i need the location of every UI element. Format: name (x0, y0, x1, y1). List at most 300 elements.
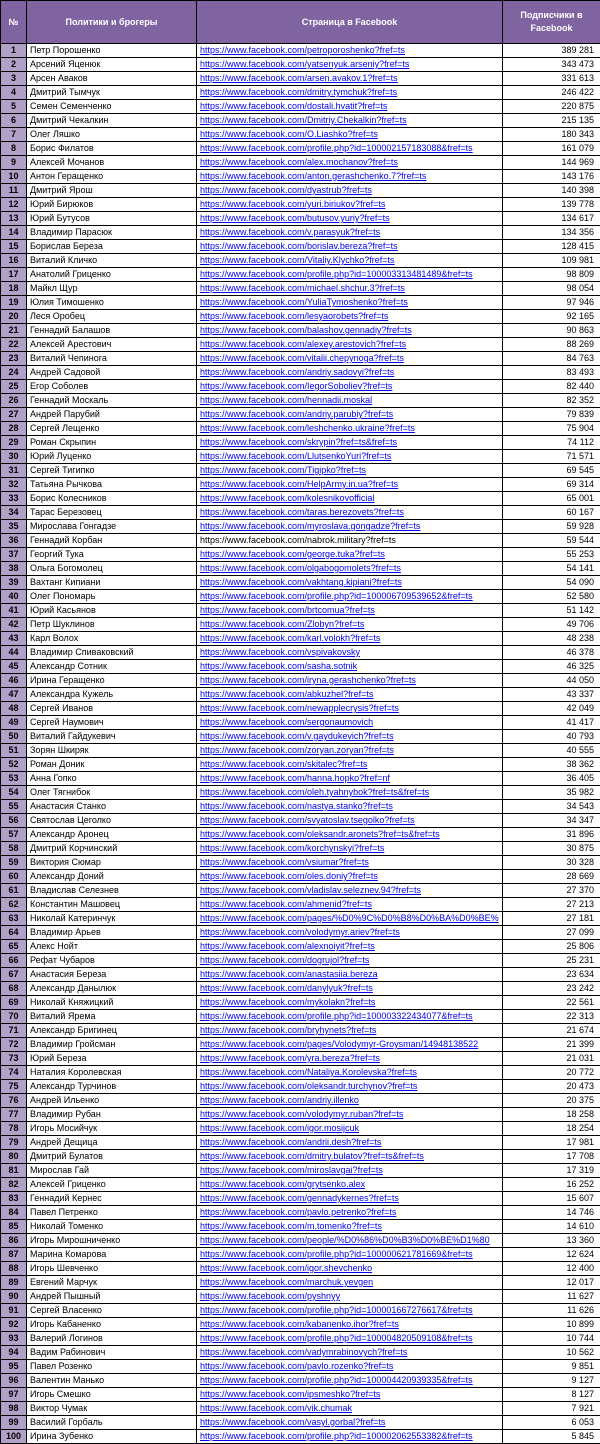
table-row (1, 86, 600, 100)
row-name: Марина Комарова (27, 1248, 197, 1262)
row-subscribers: 97 946 (503, 296, 600, 310)
row-name: Виктория Сюмар (27, 856, 197, 870)
row-subscribers: 5 845 (503, 1430, 600, 1444)
row-number: 57 (1, 828, 27, 842)
row-subscribers: 75 904 (503, 422, 600, 436)
row-facebook-link[interactable]: https://www.facebook.com/dyastrub?fref=ts (197, 184, 503, 198)
row-number: 88 (1, 1262, 27, 1276)
row-subscribers: 10 562 (503, 1346, 600, 1360)
row-name: Вахтанг Кипиани (27, 576, 197, 590)
row-number: 54 (1, 786, 27, 800)
row-number: 6 (1, 114, 27, 128)
row-facebook-link[interactable]: https://www.facebook.com/dostali.hvatit?fref=ts (197, 100, 503, 114)
row-name: Олег Ляшко (27, 128, 197, 142)
row-subscribers: 140 398 (503, 184, 600, 198)
row-name: Александр Сотник (27, 660, 197, 674)
row-subscribers: 52 580 (503, 590, 600, 604)
row-name: Роман Скрыпин (27, 436, 197, 450)
row-facebook-link[interactable]: https://www.facebook.com/yuri.biriukov?fref=ts (197, 198, 503, 212)
row-facebook-link[interactable]: https://www.facebook.com/marchuk.yevgen (197, 1276, 503, 1290)
row-facebook-link[interactable]: https://www.facebook.com/hennadii.moskal (197, 394, 503, 408)
row-name: Игорь Шевченко (27, 1262, 197, 1276)
row-facebook-link[interactable]: https://www.facebook.com/alex.mochanov?fref=ts (197, 156, 503, 170)
row-facebook-link[interactable]: https://www.facebook.com/mykolakn?fref=ts (197, 996, 503, 1010)
row-facebook-link[interactable]: https://www.facebook.com/kolesnikovofficial (197, 492, 503, 506)
row-facebook-link[interactable]: https://www.facebook.com/Zlobyn?fref=ts (197, 618, 503, 632)
row-subscribers: 55 253 (503, 548, 600, 562)
row-facebook-link[interactable]: https://www.facebook.com/korchynskyi?fref=ts (197, 842, 503, 856)
row-facebook-link[interactable]: https://www.facebook.com/pavlo.rozenko?fref=ts (197, 1360, 503, 1374)
row-facebook-link[interactable]: https://www.facebook.com/nabrok.military?fref=ts (197, 534, 503, 548)
row-name: Владимир Спиваковский (27, 646, 197, 660)
row-number: 12 (1, 198, 27, 212)
row-subscribers: 20 375 (503, 1094, 600, 1108)
row-name: Александра Кужель (27, 688, 197, 702)
row-subscribers: 21 399 (503, 1038, 600, 1052)
row-facebook-link[interactable]: https://www.facebook.com/YuliaTymoshenko?fref=ts (197, 296, 503, 310)
table-row (1, 72, 600, 86)
row-facebook-link[interactable]: https://www.facebook.com/grytsenko.alex (197, 1178, 503, 1192)
table-row (1, 240, 600, 254)
table-row (1, 170, 600, 184)
table-row (1, 562, 600, 576)
row-facebook-link[interactable]: https://www.facebook.com/anton.gerashchenko.7?fref=ts (197, 170, 503, 184)
row-name: Георгий Тука (27, 548, 197, 562)
header-subscribers: Подписчики в Facebook (503, 1, 600, 44)
row-facebook-link[interactable]: https://www.facebook.com/myroslava.gongadze?fref=ts (197, 520, 503, 534)
row-facebook-link[interactable]: https://www.facebook.com/profile.php?id=100003322434077&fref=ts (197, 1010, 503, 1024)
row-number: 77 (1, 1108, 27, 1122)
row-number: 64 (1, 926, 27, 940)
row-number: 53 (1, 772, 27, 786)
row-number: 13 (1, 212, 27, 226)
row-facebook-link[interactable]: https://www.facebook.com/vladislav.seleznev.94?fref=ts (197, 884, 503, 898)
row-facebook-link[interactable]: https://www.facebook.com/dogrujol?fref=ts (197, 954, 503, 968)
table-row (1, 1304, 600, 1318)
row-name: Андрей Ильенко (27, 1094, 197, 1108)
row-name: Александр Доний (27, 870, 197, 884)
row-facebook-link[interactable]: https://www.facebook.com/pages/%D0%9C%D0%B8%D0%BA%D0%BE% (197, 912, 503, 926)
row-number: 15 (1, 240, 27, 254)
row-facebook-link[interactable]: https://www.facebook.com/Tigipko?fref=ts (197, 464, 503, 478)
row-facebook-link[interactable]: https://www.facebook.com/pavlo.petrenko?fref=ts (197, 1206, 503, 1220)
row-number: 17 (1, 268, 27, 282)
row-subscribers: 23 242 (503, 982, 600, 996)
row-subscribers: 14 746 (503, 1206, 600, 1220)
table-row (1, 1024, 600, 1038)
row-number: 4 (1, 86, 27, 100)
row-facebook-link[interactable]: https://www.facebook.com/dmitry.tymchuk?fref=ts (197, 86, 503, 100)
row-facebook-link[interactable]: https://www.facebook.com/Nataliya.Korolevska?fref=ts (197, 1066, 503, 1080)
row-name: Павел Розенко (27, 1360, 197, 1374)
table-row (1, 828, 600, 842)
row-name: Виталий Кличко (27, 254, 197, 268)
table-row (1, 1402, 600, 1416)
row-name: Арсен Аваков (27, 72, 197, 86)
table-row (1, 786, 600, 800)
row-subscribers: 41 417 (503, 716, 600, 730)
row-facebook-link[interactable]: https://www.facebook.com/brtcomua?fref=ts (197, 604, 503, 618)
table-row (1, 1374, 600, 1388)
row-subscribers: 38 362 (503, 758, 600, 772)
row-facebook-link[interactable]: https://www.facebook.com/lesyaorobets?fref=ts (197, 310, 503, 324)
row-name: Татьяна Рычкова (27, 478, 197, 492)
row-facebook-link[interactable]: https://www.facebook.com/nastya.stanko?fref=ts (197, 800, 503, 814)
row-facebook-link[interactable]: https://www.facebook.com/petroporoshenko?fref=ts (197, 44, 503, 58)
row-number: 28 (1, 422, 27, 436)
row-subscribers: 88 269 (503, 338, 600, 352)
row-facebook-link[interactable]: https://www.facebook.com/Dmitriy.Chekalkin?fref=ts (197, 114, 503, 128)
row-facebook-link[interactable]: https://www.facebook.com/igor.shevchenko (197, 1262, 503, 1276)
row-subscribers: 11 626 (503, 1304, 600, 1318)
row-facebook-link[interactable]: https://www.facebook.com/oleh.tyahnybok?fref=ts&fref=ts (197, 786, 503, 800)
row-number: 56 (1, 814, 27, 828)
row-facebook-link[interactable]: https://www.facebook.com/O.Liashko?fref=ts (197, 128, 503, 142)
row-facebook-link[interactable]: https://www.facebook.com/HelpArmy.in.ua?fref=ts (197, 478, 503, 492)
row-name: Владимир Парасюк (27, 226, 197, 240)
table-row (1, 156, 600, 170)
row-subscribers: 18 258 (503, 1108, 600, 1122)
row-subscribers: 60 167 (503, 506, 600, 520)
row-number: 39 (1, 576, 27, 590)
row-subscribers: 51 142 (503, 604, 600, 618)
table-row (1, 1010, 600, 1024)
table-row (1, 212, 600, 226)
table-row (1, 366, 600, 380)
row-facebook-link[interactable]: https://www.facebook.com/v.gaydukevich?fref=ts (197, 730, 503, 744)
row-number: 81 (1, 1164, 27, 1178)
row-name: Владимир Арьев (27, 926, 197, 940)
row-facebook-link[interactable]: https://www.facebook.com/alexey.arestovich?fref=ts (197, 338, 503, 352)
table-row (1, 604, 600, 618)
row-number: 10 (1, 170, 27, 184)
row-subscribers: 17 319 (503, 1164, 600, 1178)
row-number: 2 (1, 58, 27, 72)
row-number: 65 (1, 940, 27, 954)
row-number: 68 (1, 982, 27, 996)
row-number: 47 (1, 688, 27, 702)
row-subscribers: 35 982 (503, 786, 600, 800)
table-row (1, 884, 600, 898)
row-facebook-link[interactable]: https://www.facebook.com/LlutsenkoYuri?fref=ts (197, 450, 503, 464)
row-facebook-link[interactable]: https://www.facebook.com/leshchenko.ukraine?fref=ts (197, 422, 503, 436)
row-subscribers: 6 053 (503, 1416, 600, 1430)
table-row (1, 674, 600, 688)
row-number: 96 (1, 1374, 27, 1388)
row-name: Виталий Чепинога (27, 352, 197, 366)
table-row (1, 688, 600, 702)
row-facebook-link[interactable]: https://www.facebook.com/vasyl.gorbal?fref=ts (197, 1416, 503, 1430)
row-facebook-link[interactable]: https://www.facebook.com/profile.php?id=100001667276617&fref=ts (197, 1304, 503, 1318)
row-facebook-link[interactable]: https://www.facebook.com/vitalii.chepynoga?fref=ts (197, 352, 503, 366)
row-name: Алексей Арестович (27, 338, 197, 352)
row-name: Алексей Гриценко (27, 1178, 197, 1192)
row-facebook-link[interactable]: https://www.facebook.com/skitalec?fref=ts (197, 758, 503, 772)
row-facebook-link[interactable]: https://www.facebook.com/olgabogomolets?fref=ts (197, 562, 503, 576)
row-number: 89 (1, 1276, 27, 1290)
table-row (1, 912, 600, 926)
row-number: 80 (1, 1150, 27, 1164)
table-row (1, 1416, 600, 1430)
row-subscribers: 40 555 (503, 744, 600, 758)
row-subscribers: 54 090 (503, 576, 600, 590)
table-row (1, 954, 600, 968)
table-row (1, 44, 600, 58)
row-subscribers: 82 440 (503, 380, 600, 394)
row-number: 94 (1, 1346, 27, 1360)
table-row (1, 352, 600, 366)
row-number: 76 (1, 1094, 27, 1108)
row-subscribers: 9 127 (503, 1374, 600, 1388)
row-number: 45 (1, 660, 27, 674)
row-facebook-link[interactable]: https://www.facebook.com/svyatoslav.tsegolko?fref=ts (197, 814, 503, 828)
row-subscribers: 161 079 (503, 142, 600, 156)
row-subscribers: 30 875 (503, 842, 600, 856)
row-number: 95 (1, 1360, 27, 1374)
row-subscribers: 12 017 (503, 1276, 600, 1290)
table-row (1, 996, 600, 1010)
row-subscribers: 54 141 (503, 562, 600, 576)
row-name: Андрей Пышный (27, 1290, 197, 1304)
row-facebook-link[interactable]: https://www.facebook.com/dmitry.bulatov?fref=ts&fref=ts (197, 1150, 503, 1164)
row-facebook-link[interactable]: https://www.facebook.com/andriy.parubiy?fref=ts (197, 408, 503, 422)
row-number: 23 (1, 352, 27, 366)
row-facebook-link[interactable]: https://www.facebook.com/iryna.gerashchenko?fref=ts (197, 674, 503, 688)
table-row (1, 492, 600, 506)
row-facebook-link[interactable]: https://www.facebook.com/george.tuka?fref=ts (197, 548, 503, 562)
row-facebook-link[interactable]: https://www.facebook.com/volodymyr.ruban?fref=ts (197, 1108, 503, 1122)
row-name: Александр Бригинец (27, 1024, 197, 1038)
row-facebook-link[interactable]: https://www.facebook.com/profile.php?id=100002062553382&fref=ts (197, 1430, 503, 1444)
row-subscribers: 144 969 (503, 156, 600, 170)
row-number: 61 (1, 884, 27, 898)
row-facebook-link[interactable]: https://www.facebook.com/Vitaliy.Klychko?fref=ts (197, 254, 503, 268)
row-name: Тарас Березовец (27, 506, 197, 520)
row-facebook-link[interactable]: https://www.facebook.com/profile.php?id=100000621781669&fref=ts (197, 1248, 503, 1262)
row-facebook-link[interactable]: https://www.facebook.com/pyshnyy (197, 1290, 503, 1304)
table-row (1, 940, 600, 954)
table-row (1, 128, 600, 142)
row-name: Сергей Лещенко (27, 422, 197, 436)
row-name: Виталий Ярема (27, 1010, 197, 1024)
table-row (1, 324, 600, 338)
row-name: Геннадий Кернес (27, 1192, 197, 1206)
table-row (1, 478, 600, 492)
row-number: 52 (1, 758, 27, 772)
row-facebook-link[interactable]: https://www.facebook.com/yra.bereza?fref=ts (197, 1052, 503, 1066)
row-facebook-link[interactable]: https://www.facebook.com/danylyuk?fref=ts (197, 982, 503, 996)
row-facebook-link[interactable]: https://www.facebook.com/newapplecrysis?fref=ts (197, 702, 503, 716)
row-number: 86 (1, 1234, 27, 1248)
row-name: Леся Оробец (27, 310, 197, 324)
table-row (1, 506, 600, 520)
table-header-row (1, 1, 600, 44)
row-facebook-link[interactable]: https://www.facebook.com/andriy.illenko (197, 1094, 503, 1108)
row-name: Александр Аронец (27, 828, 197, 842)
row-facebook-link[interactable]: https://www.facebook.com/profile.php?id=100003313481489&fref=ts (197, 268, 503, 282)
row-number: 43 (1, 632, 27, 646)
row-number: 75 (1, 1080, 27, 1094)
row-facebook-link[interactable]: https://www.facebook.com/andrii.desh?fref=ts (197, 1136, 503, 1150)
row-number: 91 (1, 1304, 27, 1318)
table-row (1, 1248, 600, 1262)
row-facebook-link[interactable]: https://www.facebook.com/andriy.sadovyi?fref=ts (197, 366, 503, 380)
row-name: Зорян Шкиряк (27, 744, 197, 758)
row-name: Игорь Кабаненко (27, 1318, 197, 1332)
table-row (1, 730, 600, 744)
row-subscribers: 71 571 (503, 450, 600, 464)
row-subscribers: 14 610 (503, 1220, 600, 1234)
row-subscribers: 21 031 (503, 1052, 600, 1066)
row-subscribers: 10 899 (503, 1318, 600, 1332)
table-row (1, 296, 600, 310)
row-facebook-link[interactable]: https://www.facebook.com/ipsmeshko?fref=ts (197, 1388, 503, 1402)
row-subscribers: 65 001 (503, 492, 600, 506)
row-facebook-link[interactable]: https://www.facebook.com/borislav.bereza?fref=ts (197, 240, 503, 254)
row-facebook-link[interactable]: https://www.facebook.com/gennadykernes?fref=ts (197, 1192, 503, 1206)
row-facebook-link[interactable]: https://www.facebook.com/vadymrabinovych?fref=ts (197, 1346, 503, 1360)
table-row (1, 968, 600, 982)
row-facebook-link[interactable]: https://www.facebook.com/arsen.avakov.1?fref=ts (197, 72, 503, 86)
row-facebook-link[interactable]: https://www.facebook.com/abkuzhel?fref=ts (197, 688, 503, 702)
row-facebook-link[interactable]: https://www.facebook.com/profile.php?id=100002157183088&fref=ts (197, 142, 503, 156)
row-name: Петр Шуклинов (27, 618, 197, 632)
row-name: Роман Доник (27, 758, 197, 772)
row-facebook-link[interactable]: https://www.facebook.com/balashov.gennadiy?fref=ts (197, 324, 503, 338)
table-row (1, 534, 600, 548)
row-facebook-link[interactable]: https://www.facebook.com/bryhynets?fref=ts (197, 1024, 503, 1038)
row-facebook-link[interactable]: https://www.facebook.com/oleksandr.aronets?fref=ts&fref=ts (197, 828, 503, 842)
table-row (1, 1192, 600, 1206)
row-subscribers: 11 627 (503, 1290, 600, 1304)
row-facebook-link[interactable]: https://www.facebook.com/igor.mosijcuk (197, 1122, 503, 1136)
row-facebook-link[interactable]: https://www.facebook.com/oleksandr.turchynov?fref=ts (197, 1080, 503, 1094)
row-facebook-link[interactable]: https://www.facebook.com/pages/Volodymyr-Groysman/14948138522 (197, 1038, 503, 1052)
row-number: 79 (1, 1136, 27, 1150)
row-name: Карл Волох (27, 632, 197, 646)
row-facebook-link[interactable]: https://www.facebook.com/skrypin?fref=ts&fref=ts (197, 436, 503, 450)
row-number: 8 (1, 142, 27, 156)
row-facebook-link[interactable]: https://www.facebook.com/profile.php?id=100004820509108&fref=ts (197, 1332, 503, 1346)
row-number: 44 (1, 646, 27, 660)
row-subscribers: 28 669 (503, 870, 600, 884)
row-facebook-link[interactable]: https://www.facebook.com/kabanenko.ihor?fref=ts (197, 1318, 503, 1332)
row-name: Владислав Селезнев (27, 884, 197, 898)
row-subscribers: 12 400 (503, 1262, 600, 1276)
table-row (1, 632, 600, 646)
row-name: Егор Соболев (27, 380, 197, 394)
row-facebook-link[interactable]: https://www.facebook.com/volodymyr.ariev?fref=ts (197, 926, 503, 940)
row-number: 25 (1, 380, 27, 394)
row-number: 63 (1, 912, 27, 926)
row-facebook-link[interactable]: https://www.facebook.com/sergonaumovich (197, 716, 503, 730)
row-facebook-link[interactable]: https://www.facebook.com/miroslavgai?fref=ts (197, 1164, 503, 1178)
row-subscribers: 15 607 (503, 1192, 600, 1206)
table-row (1, 184, 600, 198)
row-name: Дмитрий Чекалкин (27, 114, 197, 128)
row-subscribers: 246 422 (503, 86, 600, 100)
table-row (1, 842, 600, 856)
header-facebook-page: Страница в Facebook (197, 1, 503, 44)
row-number: 83 (1, 1192, 27, 1206)
row-number: 100 (1, 1430, 27, 1444)
table-row (1, 1360, 600, 1374)
row-facebook-link[interactable]: https://www.facebook.com/taras.berezovets?fref=ts (197, 506, 503, 520)
row-facebook-link[interactable]: https://www.facebook.com/alexnoiyit?fref=ts (197, 940, 503, 954)
row-name: Юрий Касьянов (27, 604, 197, 618)
row-number: 29 (1, 436, 27, 450)
row-name: Александр Данылюк (27, 982, 197, 996)
row-facebook-link[interactable]: https://www.facebook.com/IegorSoboliev?fref=ts (197, 380, 503, 394)
row-facebook-link[interactable]: https://www.facebook.com/vspivakovsky (197, 646, 503, 660)
row-facebook-link[interactable]: https://www.facebook.com/v.parasyuk?fref=ts (197, 226, 503, 240)
row-facebook-link[interactable]: https://www.facebook.com/vakhtang.kipiani?fref=ts (197, 576, 503, 590)
row-name: Борис Филатов (27, 142, 197, 156)
row-name: Анатолий Гриценко (27, 268, 197, 282)
row-subscribers: 69 545 (503, 464, 600, 478)
row-number: 3 (1, 72, 27, 86)
row-facebook-link[interactable]: https://www.facebook.com/karl.volokh?fref=ts (197, 632, 503, 646)
row-subscribers: 90 863 (503, 324, 600, 338)
table-body (1, 44, 600, 1444)
row-name: Евгений Марчук (27, 1276, 197, 1290)
row-facebook-link[interactable]: https://www.facebook.com/sasha.sotnik (197, 660, 503, 674)
row-name: Ольга Богомолец (27, 562, 197, 576)
row-name: Юрий Береза (27, 1052, 197, 1066)
row-facebook-link[interactable]: https://www.facebook.com/zoryan.zoryan?fref=ts (197, 744, 503, 758)
row-number: 50 (1, 730, 27, 744)
header-name: Политики и брогеры (27, 1, 197, 44)
row-facebook-link[interactable]: https://www.facebook.com/oles.doniy?fref=ts (197, 870, 503, 884)
table-row (1, 520, 600, 534)
row-name: Рефат Чубаров (27, 954, 197, 968)
row-facebook-link[interactable]: https://www.facebook.com/michael.shchur.3?fref=ts (197, 282, 503, 296)
row-facebook-link[interactable]: https://www.facebook.com/m.tomenko?fref=ts (197, 1220, 503, 1234)
row-facebook-link[interactable]: https://www.facebook.com/anastasiia.bereza (197, 968, 503, 982)
row-facebook-link[interactable]: https://www.facebook.com/vsiumar?fref=ts (197, 856, 503, 870)
row-subscribers: 18 254 (503, 1122, 600, 1136)
row-number: 9 (1, 156, 27, 170)
row-subscribers: 331 613 (503, 72, 600, 86)
row-name: Валерий Логинов (27, 1332, 197, 1346)
row-number: 58 (1, 842, 27, 856)
row-number: 37 (1, 548, 27, 562)
row-subscribers: 98 809 (503, 268, 600, 282)
table-row (1, 464, 600, 478)
row-name: Геннадий Балашов (27, 324, 197, 338)
row-name: Святослав Цеголко (27, 814, 197, 828)
row-facebook-link[interactable]: https://www.facebook.com/people/%D0%86%D0%B3%D0%BE%D1%80 (197, 1234, 503, 1248)
table-row (1, 1164, 600, 1178)
table-row (1, 114, 600, 128)
row-number: 7 (1, 128, 27, 142)
row-facebook-link[interactable]: https://www.facebook.com/ahmenid?fref=ts (197, 898, 503, 912)
row-name: Владимир Гройсман (27, 1038, 197, 1052)
row-facebook-link[interactable]: https://www.facebook.com/profile.php?id=100006709539652&fref=ts (197, 590, 503, 604)
row-subscribers: 22 561 (503, 996, 600, 1010)
row-facebook-link[interactable]: https://www.facebook.com/yatsenyuk.arseniy?fref=ts (197, 58, 503, 72)
row-name: Дмитрий Булатов (27, 1150, 197, 1164)
row-facebook-link[interactable]: https://www.facebook.com/butusov.yuriy?fref=ts (197, 212, 503, 226)
row-number: 73 (1, 1052, 27, 1066)
row-subscribers: 10 744 (503, 1332, 600, 1346)
row-facebook-link[interactable]: https://www.facebook.com/profile.php?id=100004420939335&fref=ts (197, 1374, 503, 1388)
row-facebook-link[interactable]: https://www.facebook.com/vik.chumak (197, 1402, 503, 1416)
row-number: 92 (1, 1318, 27, 1332)
row-name: Анастасия Береза (27, 968, 197, 982)
row-facebook-link[interactable]: https://www.facebook.com/hanna.hopko?fref=nf (197, 772, 503, 786)
row-number: 34 (1, 506, 27, 520)
